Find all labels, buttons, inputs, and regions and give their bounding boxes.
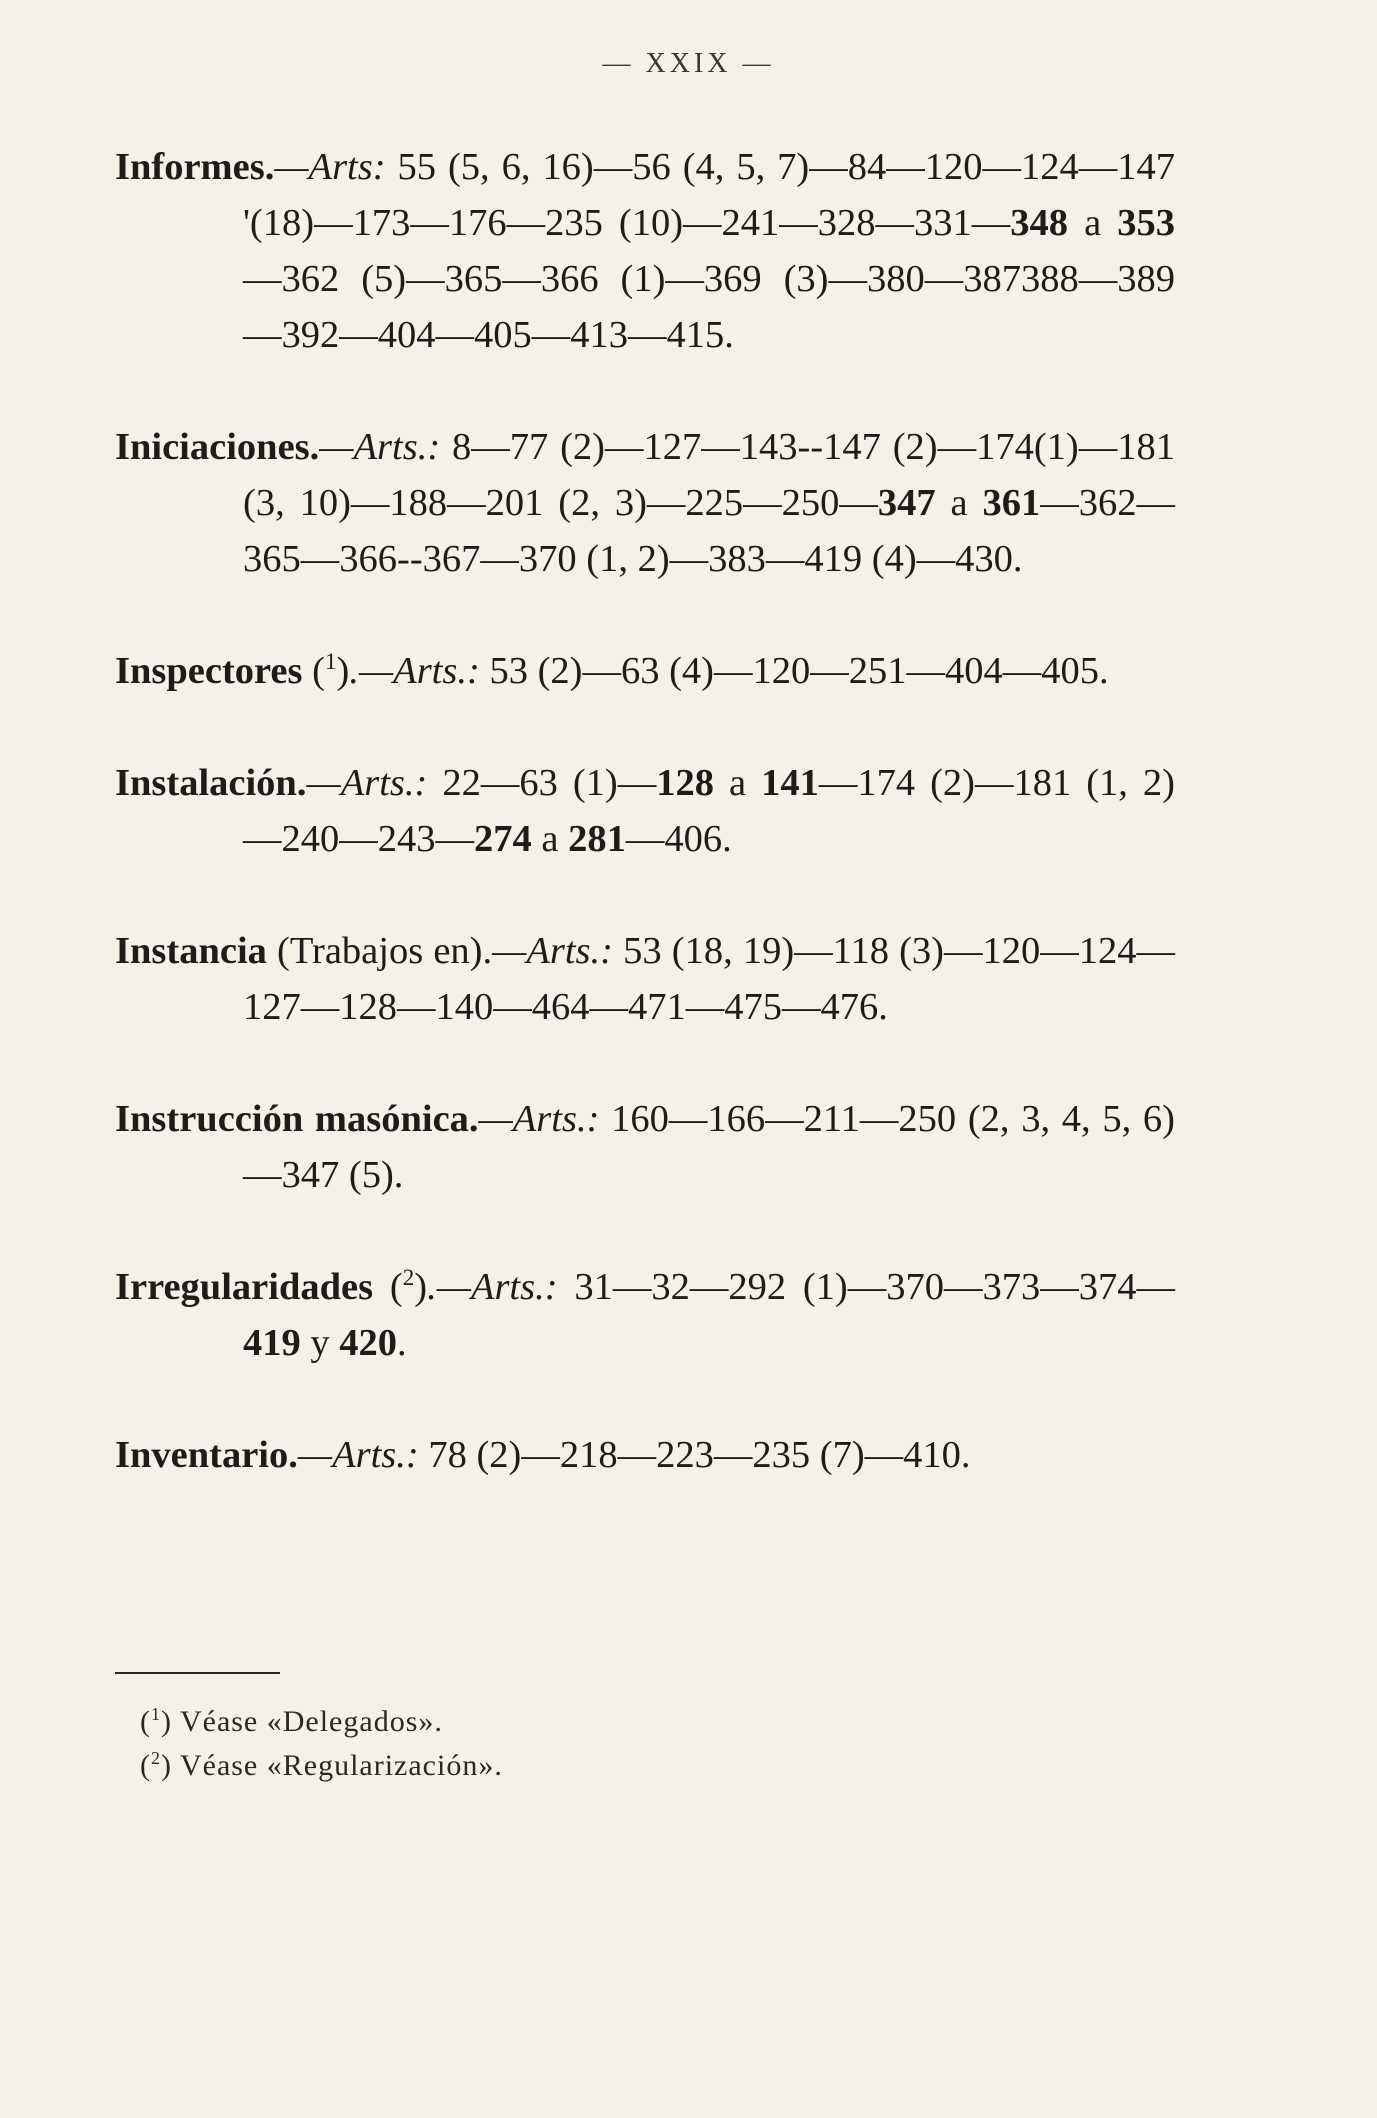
entry-ref-bold: 348 xyxy=(1010,201,1069,244)
entry-refs: —362 (5)—365—366 (1)—369 (3)—380—387388—389—392—404—405—413—415. xyxy=(243,257,1175,356)
entry-refs: —406. xyxy=(625,817,732,860)
entry-ref-bold: 361 xyxy=(982,481,1041,524)
index-entry-irregularidades: Irregularidades ($^2$).—Arts.: 31—32—292 (1)—370—373—374—419 y 420. xyxy=(115,1263,1175,1364)
entry-term: Instancia xyxy=(115,929,267,972)
entry-refs: 53 (18, 19)—118 (3)—120—124—127—128—140—464—471—475—476. xyxy=(243,929,1175,1028)
entry-ref-bold: 281 xyxy=(568,817,626,860)
index-entries xyxy=(115,100,1175,1539)
entry-arts-label: .—Arts.: xyxy=(349,649,480,692)
entry-arts-label: —Arts.: xyxy=(478,1097,600,1140)
footnotes xyxy=(140,1700,1040,1788)
footnote-ref: 1 xyxy=(324,647,337,674)
entry-refs: 22—63 (1)— xyxy=(427,761,657,804)
entry-arts-label: —Arts.: xyxy=(492,929,613,972)
entry-ref-bold: 128 xyxy=(656,761,714,804)
entry-refs: 53 (2)—63 (4)—120—251—404—405. xyxy=(479,649,1109,692)
entry-refs: . xyxy=(397,1321,407,1364)
footnote-text: Véase «Regularización». xyxy=(172,1749,503,1782)
entry-arts-label: —Arts.: xyxy=(319,425,441,468)
entry-refs: —174 (2)—181 (1, 2)—240—243— xyxy=(243,761,1175,860)
entry-term: Instalación. xyxy=(115,761,307,804)
entry-refs: a xyxy=(531,817,569,860)
index-entry-instruccion-masonica xyxy=(115,1091,1175,1203)
entry-ref-bold: 141 xyxy=(761,761,819,804)
index-entry-instalacion xyxy=(115,755,1175,867)
entry-refs: y xyxy=(300,1321,340,1364)
entry-term: Informes. xyxy=(115,145,275,188)
entry-refs: 78 (2)—218—223—235 (7)—410. xyxy=(418,1433,971,1476)
entry-refs: 8—77 (2)—127—143--147 (2)—174(1)—181 (3, 10)—188—201 (2, 3)—225—250— xyxy=(243,425,1175,524)
footnote-mark: 1 xyxy=(151,1704,161,1724)
entry-arts-label: —Arts: xyxy=(274,145,386,188)
entry-ref-bold: 419 xyxy=(243,1321,301,1364)
entry-term: Iniciaciones. xyxy=(115,425,320,468)
footnote-mark: 2 xyxy=(151,1748,161,1768)
entry-refs: 31—32—292 (1)—370—373—374— xyxy=(557,1265,1175,1308)
entry-term: Instrucción masónica. xyxy=(115,1097,479,1140)
footnote-divider xyxy=(115,1672,280,1674)
page-number: — XXIX — xyxy=(602,48,775,79)
entry-refs: 160—166—211—250 (2, 3, 4, 5, 6)—347 (5). xyxy=(243,1097,1175,1196)
entry-ref-bold: 274 xyxy=(474,817,532,860)
entry-refs: a xyxy=(713,761,762,804)
entry-arts-label: .—Arts.: xyxy=(427,1265,558,1308)
entry-term: Inventario. xyxy=(115,1433,298,1476)
entry-refs: a xyxy=(1068,201,1118,244)
footnote-text: Véase «Delegados». xyxy=(172,1705,443,1738)
entry-refs: —362—365—366--367—370 (1, 2)—383—419 (4)—430. xyxy=(243,481,1175,580)
index-entry-informes xyxy=(115,139,1175,363)
footnote-2: ($^2$) Véase «Regularización». xyxy=(140,1748,503,1782)
entry-refs: a xyxy=(935,481,983,524)
entry-ref-bold: 420 xyxy=(339,1321,397,1364)
footnote-ref: 2 xyxy=(402,1263,415,1290)
footnote-1: ($^1$) Véase «Delegados». xyxy=(140,1704,443,1738)
index-entry-inventario xyxy=(115,1427,1175,1483)
entry-term: Irregularidades xyxy=(115,1265,374,1308)
entry-arts-label: —Arts.: xyxy=(297,1433,419,1476)
index-entry-instancia xyxy=(115,923,1175,1035)
index-entry-iniciaciones xyxy=(115,419,1175,587)
entry-term: Inspectores xyxy=(115,649,303,692)
entry-ref-bold: 347 xyxy=(877,481,936,524)
entry-arts-label: —Arts.: xyxy=(306,761,428,804)
entry-refs: 55 (5, 6, 16)—56 (4, 5, 7)—84—120—124—147 '(18)—173—176—235 (10)—241—328—331— xyxy=(243,145,1175,244)
index-entry-inspectores: Inspectores ($^1$).—Arts.: 53 (2)—63 (4)—120—251—404—405. xyxy=(115,647,1109,692)
entry-subterm: (Trabajos en). xyxy=(266,929,493,972)
entry-ref-bold: 353 xyxy=(1117,201,1175,244)
